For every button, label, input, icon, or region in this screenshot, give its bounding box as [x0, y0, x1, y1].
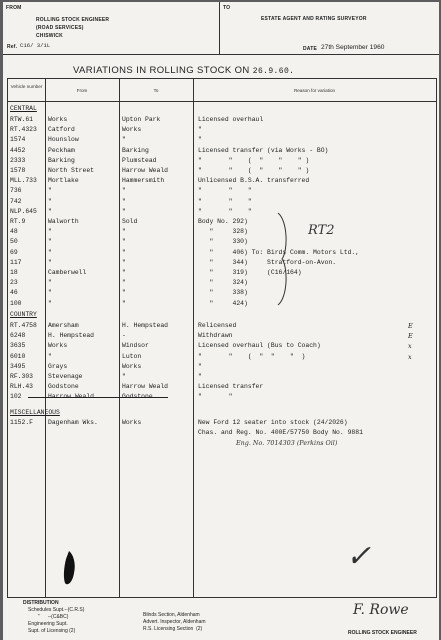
cell-from: North Street: [48, 167, 95, 174]
table-row: [8, 167, 436, 177]
ink-blot: [60, 549, 80, 589]
cell-from: Walworth: [48, 218, 79, 225]
cell-reason: " 328): [198, 228, 248, 236]
cell-reason: Relicensed: [198, 322, 237, 329]
hand-note-engine: Eng. No. 7014303 (Perkins Oil): [236, 439, 338, 447]
cell-from: ": [48, 258, 52, 266]
cell-from: ": [48, 197, 52, 205]
cell-from: Dagenham Wks.: [48, 419, 98, 426]
cell-vehicle: 3635: [10, 342, 26, 350]
cell-to: ": [122, 258, 126, 266]
to-value: ESTATE AGENT AND RATING SURVEYOR: [261, 16, 367, 22]
cell-to: ": [122, 238, 126, 246]
cell-from: Works: [48, 116, 68, 123]
table-row: [8, 126, 436, 136]
table-row: [8, 429, 436, 439]
title-date: 26.9.60.: [252, 67, 295, 76]
cell-reason: " " ": [198, 197, 252, 205]
distribution-line: Schedules Supt.--(C.R.S): [28, 607, 85, 613]
cell-reason: ": [198, 136, 202, 144]
cell-reason: " ": [198, 393, 233, 401]
table-row: [8, 393, 436, 403]
cell-reason: Withdrawn: [198, 332, 233, 340]
cell-vehicle: 100: [10, 299, 22, 307]
cell-reason: Unlicensed B.S.A. transferred: [198, 177, 310, 185]
table-row: [8, 363, 436, 373]
table-row: [8, 249, 436, 259]
cell-reason: " " ( " " " ): [198, 352, 306, 360]
distribution-line: Advert. Inspector, Aldenham: [143, 619, 206, 625]
cell-to: -: [122, 332, 126, 340]
cell-to: ": [122, 269, 126, 276]
cell-vehicle: 6248: [10, 332, 26, 340]
cell-to: Sold: [122, 218, 138, 225]
cell-reason: " 344) Stratford-on-Avon.: [198, 258, 337, 266]
cell-reason: " " ": [198, 207, 252, 215]
column-header-vehicle: Vehicle number: [10, 84, 43, 89]
section-heading-miscellaneous: MISCELLANEOUS: [10, 409, 60, 416]
table-row: [8, 208, 436, 218]
table-row: [8, 279, 436, 289]
cell-from: Amersham: [48, 322, 79, 329]
column-header-reason: Reason for variation: [293, 88, 336, 93]
column-header-from: From: [76, 88, 88, 93]
distribution-line: Engineering Supt.: [28, 621, 68, 627]
table-row: [8, 322, 436, 332]
section-heading-country: COUNTRY: [10, 311, 37, 318]
cell-vehicle: RT.4758: [10, 322, 37, 329]
table-row: [8, 289, 436, 299]
cell-vehicle: 48: [10, 228, 18, 236]
strike-through-line: [28, 397, 168, 398]
date-label: DATE: [303, 46, 318, 52]
cell-to: ": [122, 207, 126, 215]
cell-to: Barking: [122, 146, 149, 154]
cell-reason: Licensed overhaul: [198, 116, 264, 123]
cell-reason: " " ": [198, 187, 252, 195]
cell-from: H. Hempstead: [48, 332, 95, 340]
cell-vehicle: 2333: [10, 156, 26, 164]
cell-vehicle: 4452: [10, 146, 26, 154]
cell-from: Hounslow: [48, 136, 79, 144]
distribution-footer: [3, 598, 439, 640]
cell-vehicle: RTW.61: [10, 116, 34, 123]
cell-vehicle: 69: [10, 248, 18, 256]
cell-vehicle: RLH.43: [10, 383, 34, 391]
from-line-3: CHISWICK: [36, 33, 63, 39]
cell-from: Barking: [48, 156, 75, 164]
cell-vehicle: 46: [10, 289, 18, 297]
table-row: [8, 353, 436, 363]
cell-mark: E: [408, 322, 413, 330]
cell-reason: " 324): [198, 279, 248, 287]
cell-to: ": [122, 248, 126, 256]
section-heading-central: CENTRAL: [10, 105, 37, 112]
cell-from: ": [48, 289, 52, 297]
table-row: [8, 228, 436, 238]
cell-reason: New Ford 12 seater into stock (24/2026): [198, 419, 348, 426]
table-row: [8, 187, 436, 197]
cell-mark: E: [408, 332, 413, 341]
cell-to: Harrow Weald: [122, 167, 169, 174]
cell-from: Godstone: [48, 383, 79, 391]
cell-to: Works: [122, 419, 142, 426]
table-row: [8, 116, 436, 126]
cell-reason: ": [198, 362, 202, 370]
cell-reason: " " ( " " " ): [198, 156, 310, 164]
cell-reason: " 338): [198, 289, 248, 297]
cell-vehicle: 23: [10, 279, 18, 287]
table-row: [8, 419, 436, 429]
cell-to: ": [122, 228, 126, 236]
cell-to: ": [122, 289, 126, 297]
distribution-line: Bilnds Section, Aldenham: [143, 612, 200, 618]
cell-to: Hammersmith: [122, 177, 165, 185]
cell-to: Works: [122, 362, 142, 370]
cell-vehicle: 102: [10, 393, 22, 401]
cell-vehicle: 6010: [10, 352, 26, 360]
hand-note-rt2: RT2: [308, 223, 335, 238]
table-row: [8, 238, 436, 248]
cell-from: ": [48, 279, 52, 287]
cell-from: ": [48, 238, 52, 246]
cell-from: Catford: [48, 126, 75, 134]
cell-to: ": [122, 279, 126, 287]
column-header-to: To: [153, 88, 159, 93]
from-line-2: (ROAD SERVICES): [36, 25, 84, 31]
cell-reason: " 330): [198, 238, 248, 246]
hand-bracket: [276, 211, 292, 307]
cell-vehicle: 50: [10, 238, 18, 246]
to-label: TO: [223, 5, 231, 11]
from-line-1: ROLLING STOCK ENGINEER: [36, 17, 110, 23]
cell-reason: Licensed transfer (via Works - BO): [198, 146, 329, 154]
cell-vehicle: 117: [10, 258, 22, 266]
cell-to: H. Hempstead: [122, 322, 169, 329]
cell-to: Works: [122, 126, 142, 134]
title-text: VARIATIONS IN ROLLING STOCK ON: [73, 65, 250, 76]
cell-reason: Chas. and Reg. No. 400E/57750 Body No. 9881: [198, 429, 363, 437]
signature: F. Rowe: [353, 602, 409, 618]
from-label: FROM: [6, 5, 22, 11]
table-row: [8, 157, 436, 167]
cell-vehicle: 1574: [10, 136, 26, 144]
page-title: [73, 65, 294, 76]
table-row: [8, 198, 436, 208]
cell-from: Stevenage: [48, 373, 83, 380]
cell-reason: ": [198, 126, 202, 134]
header-divider: [219, 2, 220, 54]
cell-to: Harrow Weald: [122, 383, 169, 391]
table-header-rule: [8, 101, 436, 102]
cell-vehicle: 3495: [10, 362, 26, 370]
cell-reason: Licensed transfer: [198, 383, 264, 391]
cell-reason: ": [198, 373, 202, 380]
table-row: [8, 218, 436, 228]
cell-to: Luton: [122, 352, 142, 360]
cell-vehicle: RF.303: [10, 373, 34, 380]
cell-from: Peckham: [48, 146, 75, 154]
table-row: [8, 269, 436, 279]
cell-to: ": [122, 187, 126, 195]
cell-reason: " 424): [198, 299, 248, 307]
memo-header: [3, 2, 439, 55]
cell-reason: " 406) To: Birds Comm. Motors Ltd.,: [198, 248, 360, 256]
cell-to: Upton Park: [122, 116, 161, 123]
hand-tick-mark: ✓: [346, 539, 372, 574]
cell-from: Camberwell: [48, 269, 87, 276]
cell-vehicle: MLL.733: [10, 177, 37, 185]
table-row: [8, 300, 436, 310]
table-row: [8, 332, 436, 342]
cell-reason: Body No. 292): [198, 218, 248, 225]
distribution-label: DISTRIBUTION: [23, 600, 59, 606]
cell-reason: " " ( " " " ): [198, 167, 310, 174]
cell-vehicle: 736: [10, 187, 22, 195]
cell-vehicle: 1578: [10, 167, 26, 174]
cell-reason: Licensed overhaul (Bus to Coach): [198, 342, 321, 350]
table-row: [8, 136, 436, 146]
cell-vehicle: 18: [10, 269, 18, 276]
cell-from: Works: [48, 342, 68, 350]
cell-mark: x: [408, 352, 412, 361]
cell-reason: " 319) (C16/164): [198, 269, 302, 276]
cell-mark: x: [408, 342, 412, 351]
cell-vehicle: RT.9: [10, 218, 26, 225]
cell-from: Grays: [48, 362, 68, 370]
cell-vehicle: NLP.645: [10, 207, 37, 215]
table-row: [8, 147, 436, 157]
date-value: 27th September 1960: [321, 44, 385, 51]
cell-to: ": [122, 136, 126, 144]
cell-to: Plumstead: [122, 156, 157, 164]
memo-sheet: [3, 2, 439, 640]
cell-to: ": [122, 299, 126, 307]
table-row: [8, 342, 436, 352]
cell-vehicle: 1152.F: [10, 419, 34, 426]
ref-label: Ref.: [7, 44, 18, 50]
table-row: [8, 259, 436, 269]
signer-title: ROLLING STOCK ENGINEER: [348, 630, 417, 636]
cell-from: ": [48, 299, 52, 307]
table-row: [8, 383, 436, 393]
distribution-line: R.S. Licensing Section (2): [143, 626, 203, 632]
cell-from: ": [48, 228, 52, 236]
cell-from: ": [48, 187, 52, 195]
cell-vehicle: RT.4323: [10, 126, 37, 134]
ref-value: C16/ 3/1L: [20, 42, 51, 49]
variations-table: [7, 78, 437, 598]
cell-from: Mortlake: [48, 177, 79, 185]
cell-from: ": [48, 248, 52, 256]
cell-to: ": [122, 197, 126, 205]
table-row: [8, 177, 436, 187]
distribution-line: Supt. of Licensing (2): [28, 628, 76, 634]
cell-to: ": [122, 373, 126, 380]
cell-vehicle: 742: [10, 197, 22, 205]
cell-from: ": [48, 207, 52, 215]
table-row: [8, 373, 436, 383]
cell-from: ": [48, 352, 52, 360]
distribution-line: " --(C&BC): [28, 614, 69, 620]
cell-to: Windsor: [122, 342, 149, 350]
